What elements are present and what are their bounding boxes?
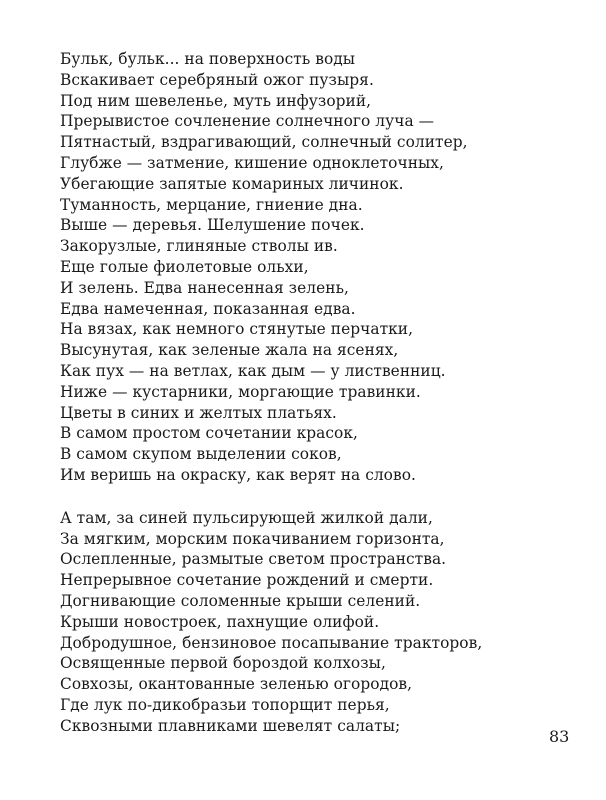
poem-line: Ослепленные, размытые светом пространства.: [60, 550, 447, 569]
poem-line: Закорузлые, глиняные стволы ив.: [60, 237, 338, 256]
poem-line: Добродушное, бензиновое посапывание тракторов,: [60, 633, 483, 652]
poem-line: А там, за синей пульсирующей жилкой дали,: [60, 508, 433, 527]
poem-line: Прерывистое сочленение солнечного луча —: [60, 112, 435, 131]
poem-line: Догнивающие соломенные крыши селений.: [60, 591, 421, 610]
stanza-1: [60, 49, 580, 486]
poem-text: [60, 49, 580, 737]
poem-line: На вязах, как немного стянутые перчатки,: [60, 320, 414, 339]
poem-line: Бульк, бульк... на поверхность воды: [60, 50, 356, 68]
poem-line: Ниже — кустарники, моргающие травинки.: [60, 382, 421, 401]
poem-line: Едва намеченная, показанная едва.: [60, 299, 356, 318]
poem-line: Еще голые фиолетовые ольхи,: [60, 257, 309, 276]
poem-line: Непрерывное сочетание рождений и смерти.: [60, 571, 434, 590]
poem-line: Убегающие запятые комариных личинок.: [60, 174, 404, 193]
poem-line: Глубже — затмение, кишение одноклеточных,: [60, 153, 444, 172]
poem-line: Цветы в синих и желтых платьях.: [60, 403, 337, 422]
poem-line: В самом скупом выделении соков,: [60, 445, 342, 464]
poem-line: И зелень. Едва нанесенная зелень,: [60, 278, 349, 297]
poem-line: Выше — деревья. Шелушение почек.: [60, 216, 365, 235]
poem-line: Им веришь на окраску, как верят на слово.: [60, 465, 416, 484]
poem-line: Под ним шевеленье, муть инфузорий,: [60, 91, 372, 110]
poem-line: Совхозы, окантованные зеленью огородов,: [60, 675, 413, 694]
poem-line: Пятнастый, вздрагивающий, солнечный солитер,: [60, 133, 468, 152]
poem-line: Туманность, мерцание, гниение дна.: [60, 195, 363, 214]
stanza-2: [60, 508, 580, 737]
poem-line: В самом простом сочетании красок,: [60, 424, 358, 443]
poem-line: Сквозными плавниками шевелят салаты;: [60, 716, 401, 735]
poem-line: Крыши новостроек, пахнущие олифой.: [60, 612, 380, 631]
poem-line: Высунутая, как зеленые жала на ясенях,: [60, 341, 399, 360]
poem-line: Как пух — на ветлах, как дым — у лиственниц.: [60, 361, 446, 380]
poem-line: Вскакивает серебряный ожог пузыря.: [60, 70, 374, 89]
poem-line: Освященные первой бороздой колхозы,: [60, 654, 386, 673]
page-number: 83: [549, 727, 570, 746]
poem-line: За мягким, морским покачиванием горизонта,: [60, 529, 445, 548]
poem-line: Где лук по-дикобразьи топорщит перья,: [60, 695, 390, 714]
